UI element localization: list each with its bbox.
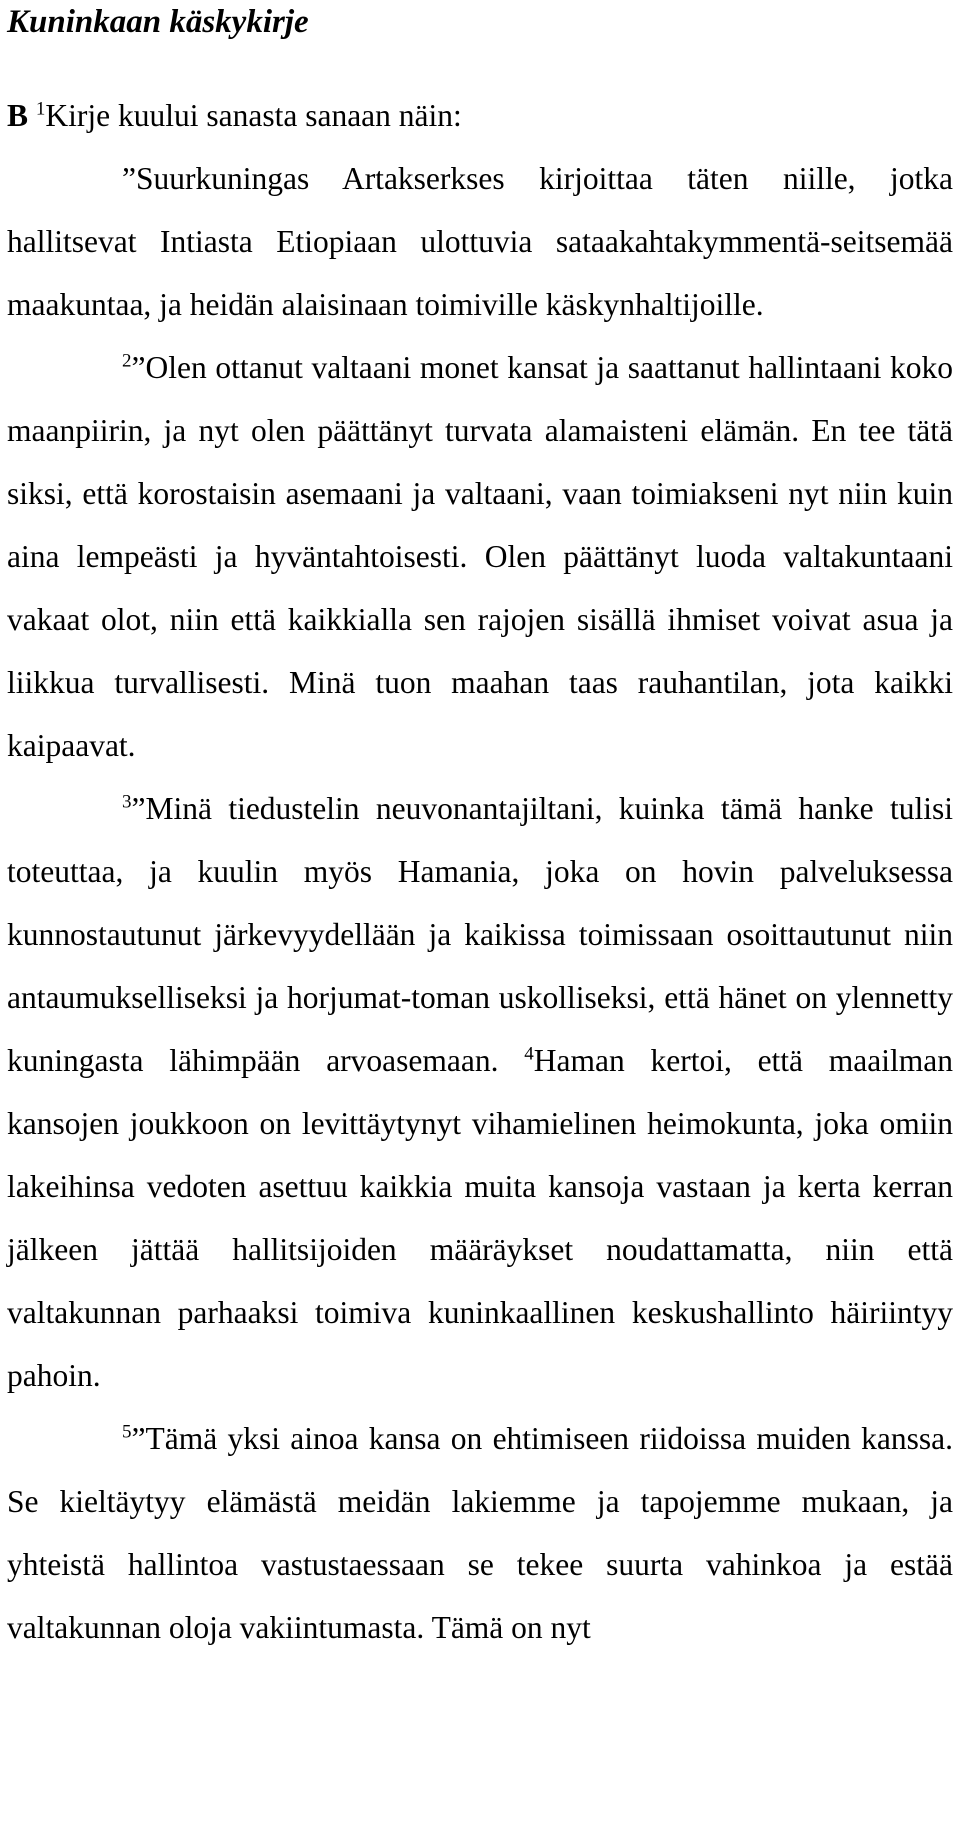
- paragraph-text: Haman kertoi, että maailman kansojen joukkoon on levittäytynyt vihamielinen heimokunta, joka omiin lakeihinsa vedoten asettuu kaikkia muita kansoja vastaan ja kerta kerran jälkeen jättää hallitsijoiden määräykset noudattamatta, niin että valtakunnan parhaaksi toimiva kuninkaallinen keskushallinto häiriintyy pahoin.: [7, 1043, 954, 1393]
- paragraph-5: [7, 1407, 953, 1659]
- paragraph-4: [7, 777, 953, 1407]
- paragraph-text: ”Tämä yksi ainoa kansa on ehtimiseen riidoissa muiden kanssa. Se kieltäytyy elämästä meidän lakiemme ja tapojemme mukaan, ja yhteistä hallintoa vastustaessaan se tekee suurta vahinkoa ja estää valtakunnan oloja vakiintumasta. Tämä on nyt: [7, 1421, 953, 1645]
- paragraph-text: ”Olen ottanut valtaani monet kansat ja saattanut hallintaani koko maanpiirin, ja nyt olen päättänyt turvata alamaisteni elämän. En tee tätä siksi, että korostaisin asemaani ja valtaani, vaan toimiakseni nyt niin kuin aina lempeästi ja hyväntahtoisesti. Olen päättänyt luoda valtakuntaani vakaat olot, niin että kaikkialla sen rajojen sisällä ihmiset voivat asua ja liikkua turvallisesti. Minä tuon maahan taas rauhantilan, jota kaikki kaipaavat.: [7, 350, 953, 763]
- verse-number: 5: [122, 1421, 132, 1443]
- paragraph-text: Kirje kuului sanasta sanaan näin:: [45, 98, 462, 133]
- paragraph-3: [7, 336, 953, 777]
- verse-number: 2: [122, 350, 132, 372]
- paragraph-text: ”Suurkuningas Artakserkses kirjoittaa täten niille, jotka hallitsevat Intiasta Etiopiaan ulottuvia sataakahtakymmentä-seitsemää maakuntaa, ja heidän alaisinaan toimiville käskynhaltijoille.: [7, 161, 953, 322]
- section-letter: B: [7, 98, 29, 133]
- verse-number: 1: [35, 98, 46, 120]
- paragraph-text: ”Minä tiedustelin neuvonantajiltani, kuinka tämä hanke tulisi toteuttaa, ja kuulin myös Hamania, joka on hovin palveluksessa kunnostautunut järkevyydellään ja kaikissa toimissaan osoittautunut niin antaumukselliseksi ja horjumat-toman uskolliseksi, että hänet on ylennetty kuningasta lähimpään arvoasemaan.: [7, 791, 953, 1078]
- verse-number: 3: [122, 791, 132, 813]
- document-body: [7, 82, 953, 1659]
- document-page: [7, 0, 953, 1659]
- paragraph-2: [7, 147, 953, 336]
- verse-number: 4: [524, 1043, 534, 1065]
- document-title: Kuninkaan käskykirje: [7, 4, 309, 40]
- paragraph-1: [7, 84, 953, 147]
